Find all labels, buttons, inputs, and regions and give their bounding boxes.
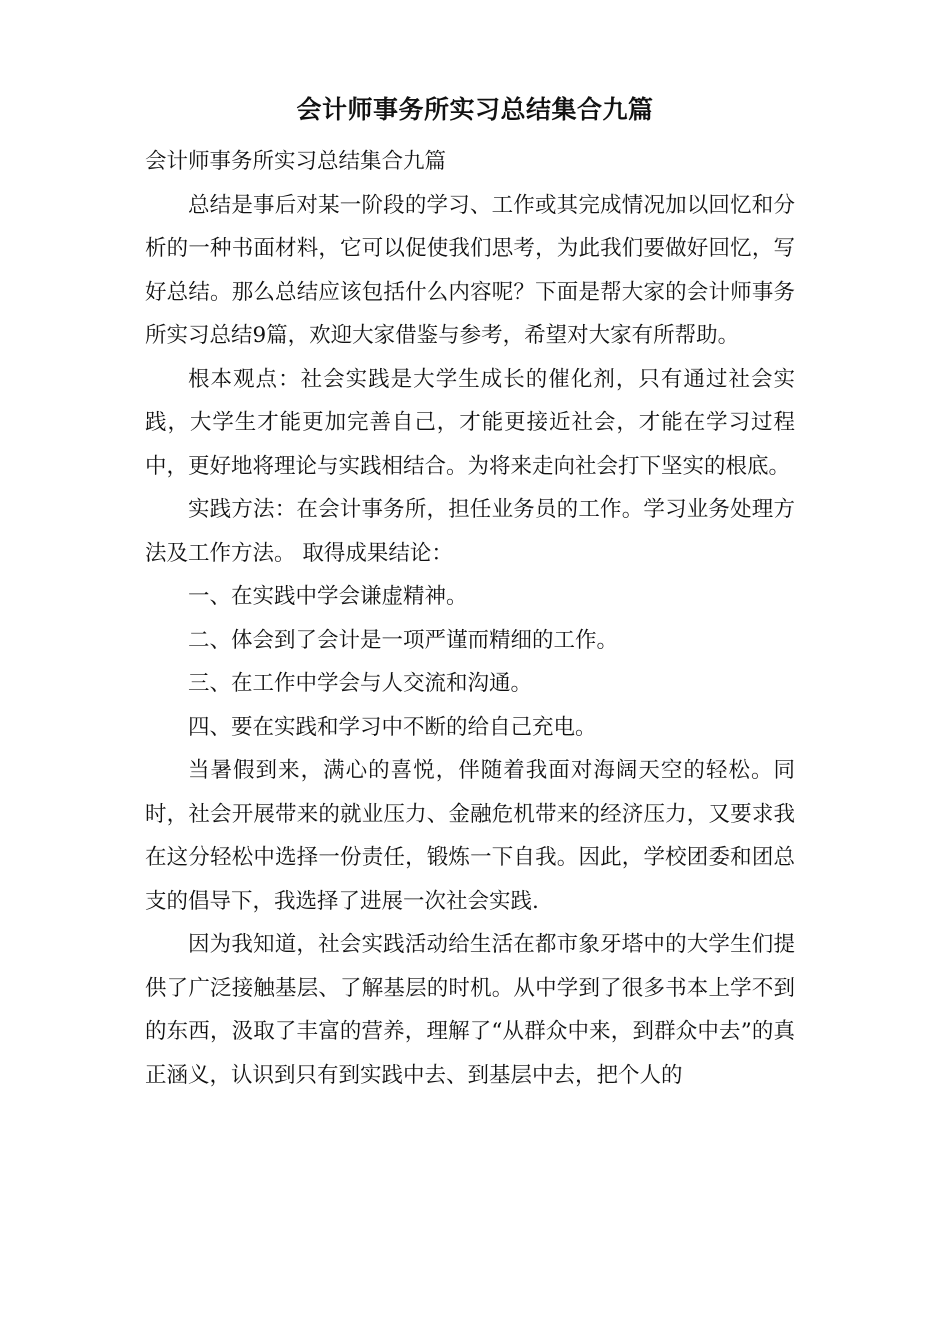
document-title: 会计师事务所实习总结集合九篇 [296,95,654,124]
document-body [145,140,795,1097]
method-paragraph: 实践方法：在会计事务所，担任业务员的工作。学习业务处理方法及工作方法。 取得成果结论： [145,497,795,566]
summer-paragraph: 当暑假到来，满心的喜悦，伴随着我面对海阔天空的轻松。同时，社会开展带来的就业压力、金融危机带来的经济压力，又要求我在这分轻松中选择一份责任，锻炼一下自我。因此，学校团委和团总支的倡导下，我选择了进展一次社会实践. [145,758,795,914]
conclusion-item-3: 三、在工作中学会与人交流和沟通。 [188,671,533,696]
conclusion-item-1: 一、在实践中学会谦虚精神。 [188,584,468,609]
reason-paragraph: 因为我知道，社会实践活动给生活在都市象牙塔中的大学生们提供了广泛接触基层、了解基层的时机。从中学到了很多书本上学不到的东西，汲取了丰富的营养，理解了“从群众中来，到群众中去”的真正涵义，认识到只有到实践中去、到基层中去，把个人的 [145,932,795,1088]
conclusion-item-4: 四、要在实践和学习中不断的给自己充电。 [188,714,597,740]
subtitle-paragraph: 会计师事务所实习总结集合九篇 [145,149,447,174]
intro-paragraph: 总结是事后对某一阶段的学习、工作或其完成情况加以回忆和分析的一种书面材料，它可以促使我们思考，为此我们要做好回忆，写好总结。那么总结应该包括什么内容呢？下面是帮大家的会计师事务所实习总结9篇，欢迎大家借鉴与参考，希望对大家有所帮助。 [145,192,795,348]
viewpoint-paragraph: 根本观点：社会实践是大学生成长的催化剂，只有通过社会实践，大学生才能更加完善自己，才能更接近社会，才能在学习过程中，更好地将理论与实践相结合。为将来走向社会打下坚实的根底。 [145,366,795,479]
conclusion-item-2: 二、体会到了会计是一项严谨而精细的工作。 [188,627,619,653]
